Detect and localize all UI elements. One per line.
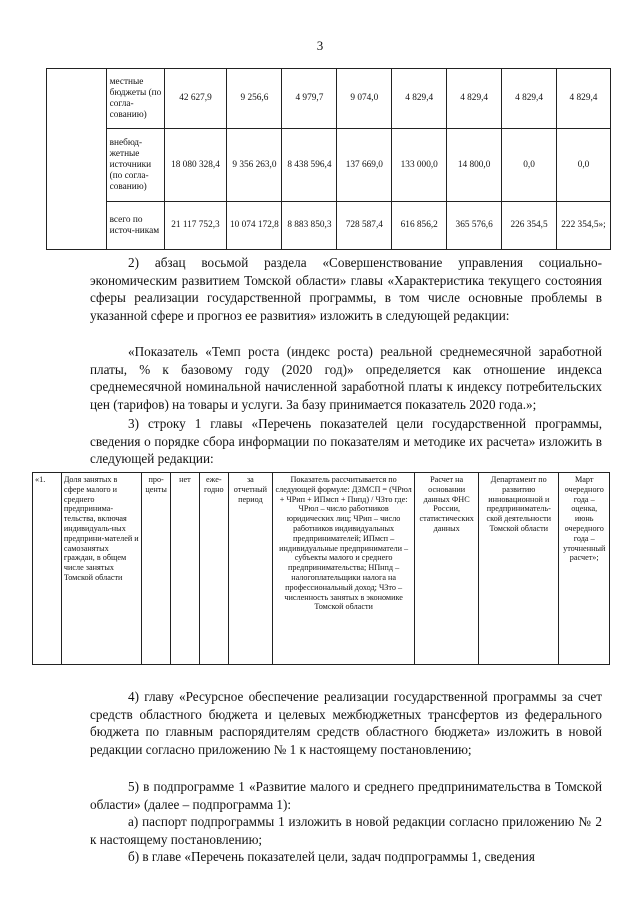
paragraph-5a: а) паспорт подпрограммы 1 изложить в новой редакции согласно приложению № 2 к настоящему постановлению;: [90, 814, 602, 847]
growth-cell: нет: [171, 473, 200, 665]
paragraph-2: 2) абзац восьмой раздела «Совершенствование управления социально-экономическим развитием Томской области» главы «Характеристика текущего состояния сферы реализации государственной программы, в том числе основные проблемы в указанной сфере и прогноз ее развития» изложить в следующей редакции:: [90, 255, 602, 323]
value-cell: 9 074,0: [337, 69, 392, 129]
table-row: [47, 69, 611, 129]
period-cell: за отчетный период: [228, 473, 272, 665]
paragraph-2-quote: «Показатель «Темп роста (индекс роста) реальной среднемесячной заработной платы, % к базовому году (2020 год)» определяется как отношение индекса среднемесячной номинальной начисленной заработной платы к индексу потребительских цен (тарифов) на товары и услуги. За базу принимается показатель 2020 года.»;: [90, 344, 602, 412]
indicator-name: Доля занятых в сфере малого и среднего предпринима-тельства, включая индивидуаль-ных предприни-мателей и самозанятых граждан, в общем числе занятых Томской области: [61, 473, 141, 665]
value-cell: 616 856,2: [392, 202, 447, 250]
value-cell: 4 829,4: [502, 69, 557, 129]
indicator-table: [32, 472, 610, 665]
table-row: [33, 473, 610, 665]
value-cell: 226 354,5: [502, 202, 557, 250]
value-cell: 728 587,4: [337, 202, 392, 250]
value-cell: 10 074 172,8: [227, 202, 282, 250]
value-cell: 365 576,6: [447, 202, 502, 250]
paragraph-5b: б) в главе «Перечень показателей цели, задач подпрограммы 1, сведения: [128, 849, 535, 864]
value-cell: 8 438 596,4: [282, 129, 337, 202]
value-cell: 0,0: [502, 129, 557, 202]
value-cell: 0,0: [557, 129, 611, 202]
value-cell: 4 829,4: [392, 69, 447, 129]
budget-table: [46, 68, 611, 250]
responsible-cell: Департамент по развитию инновационной и предприниматель-ской деятельности Томской области: [479, 473, 559, 665]
table-row: [47, 202, 611, 250]
row-label: всего по источ-никам: [106, 202, 164, 250]
value-cell: 9 256,6: [227, 69, 282, 129]
value-cell: 21 117 752,3: [164, 202, 227, 250]
periodicity-cell: еже-годно: [199, 473, 228, 665]
value-cell: 42 627,9: [164, 69, 227, 129]
value-cell: 14 800,0: [447, 129, 502, 202]
deadline-cell: Март очередного года – оценка, июнь очередного года – уточненный расчет»;: [559, 473, 610, 665]
row-number: «1.: [33, 473, 62, 665]
row-label: внебюд-жетные источники (по согла-сованию): [106, 129, 164, 202]
paragraph-3: 3) строку 1 главы «Перечень показателей цели государственной программы, сведения о порядке сбора информации по показателям и методике их расчета» изложить в следующей редакции:: [90, 416, 602, 467]
value-cell: 133 000,0: [392, 129, 447, 202]
value-cell: 222 354,5»;: [557, 202, 611, 250]
value-cell: 9 356 263,0: [227, 129, 282, 202]
paragraph-5: 5) в подпрограмме 1 «Развитие малого и среднего предпринимательства в Томской области» (далее – подпрограмма 1):: [90, 779, 602, 812]
method-cell: Показатель рассчитывается по следующей формуле: ДЗМСП = (ЧРюл + ЧРип + ИПмсп + Пнпд) / ЧЗто где: ЧРюл – число работников юридических лиц; ЧРип – число работников индивидуальных предпринимателей; ИПмсп – индивидуальные предприниматели – субъекты малого и среднего предпринимательства; НПнпд – налогоплательщики налога на профессиональный доход; ЧЗто – численность занятых в экономике Томской области: [273, 473, 415, 665]
value-cell: 4 829,4: [447, 69, 502, 129]
unit-cell: про-центы: [142, 473, 171, 665]
row-label: местные бюджеты (по согла-сованию): [106, 69, 164, 129]
empty-cell: [47, 69, 107, 250]
value-cell: 4 829,4: [557, 69, 611, 129]
value-cell: 4 979,7: [282, 69, 337, 129]
page-number: 3: [316, 38, 324, 53]
value-cell: 137 669,0: [337, 129, 392, 202]
paragraph-4: 4) главу «Ресурсное обеспечение реализации государственной программы за счет средств областного бюджета и целевых межбюджетных трансфертов из федерального бюджета по главным распорядителям средств областного бюджета» изложить в новой редакции согласно приложению № 1 к настоящему постановлению;: [90, 689, 602, 757]
source-cell: Расчет на основании данных ФНС России, статистических данных: [415, 473, 479, 665]
value-cell: 8 883 850,3: [282, 202, 337, 250]
table-row: [47, 129, 611, 202]
value-cell: 18 080 328,4: [164, 129, 227, 202]
